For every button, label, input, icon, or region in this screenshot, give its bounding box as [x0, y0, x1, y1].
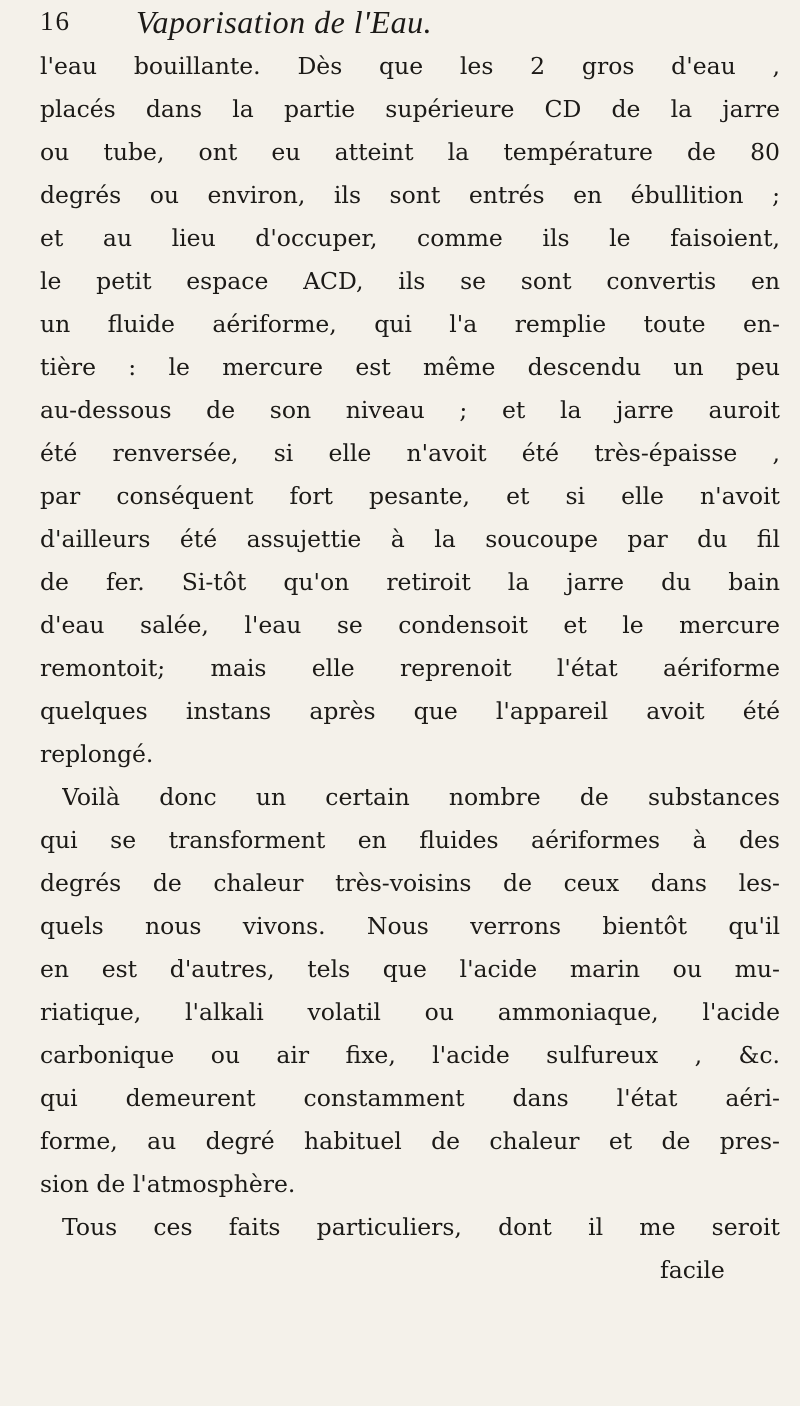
- text-line: Tous ces faits particuliers, dont il me seroit: [62, 1213, 780, 1241]
- text-line: riatique, l'alkali volatil ou ammoniaque, l'acide: [40, 998, 780, 1026]
- page-number: 16: [40, 6, 71, 36]
- text-line: sion de l'atmosphère.: [40, 1170, 296, 1198]
- text-line: et au lieu d'occuper, comme ils le faisoient,: [40, 224, 780, 252]
- text-line: l'eau bouillante. Dès que les 2 gros d'eau ,: [40, 52, 780, 80]
- text-line: Voilà donc un certain nombre de substances: [62, 783, 780, 811]
- text-line: degrés ou environ, ils sont entrés en ébullition ;: [40, 181, 780, 209]
- text-line: remontoit; mais elle reprenoit l'état aériforme: [40, 654, 780, 682]
- text-line: carbonique ou air fixe, l'acide sulfureux , &c.: [40, 1041, 780, 1069]
- text-line: placés dans la partie supérieure CD de la jarre: [40, 95, 780, 123]
- text-line: tière : le mercure est même descendu un peu: [40, 353, 780, 381]
- catchword: facile: [660, 1256, 725, 1284]
- text-line: le petit espace ACD, ils se sont convertis en: [40, 267, 780, 295]
- running-head: [40, 4, 780, 44]
- text-line: quels nous vivons. Nous verrons bientôt qu'il: [40, 912, 780, 940]
- text-line: été renversée, si elle n'avoit été très-épaisse ,: [40, 439, 780, 467]
- text-line: au-dessous de son niveau ; et la jarre auroit: [40, 396, 780, 424]
- text-line: quelques instans après que l'appareil avoit été: [40, 697, 780, 725]
- text-line: par conséquent fort pesante, et si elle n'avoit: [40, 482, 780, 510]
- text-line: d'ailleurs été assujettie à la soucoupe par du fil: [40, 525, 780, 553]
- text-line: degrés de chaleur très-voisins de ceux dans les-: [40, 869, 780, 897]
- text-line: qui demeurent constamment dans l'état aéri-: [40, 1084, 780, 1112]
- text-line: qui se transforment en fluides aériformes à des: [40, 826, 780, 854]
- text-line: replongé.: [40, 740, 154, 768]
- text-line: de fer. Si-tôt qu'on retiroit la jarre du bain: [40, 568, 780, 596]
- text-line: un fluide aériforme, qui l'a remplie toute en-: [40, 310, 780, 338]
- text-line: d'eau salée, l'eau se condensoit et le mercure: [40, 611, 780, 639]
- text-line: forme, au degré habituel de chaleur et de pres-: [40, 1127, 780, 1155]
- running-title: Vaporisation de l'Eau.: [136, 4, 433, 40]
- text-line: ou tube, ont eu atteint la température de 80: [40, 138, 780, 166]
- text-line: en est d'autres, tels que l'acide marin ou mu-: [40, 955, 780, 983]
